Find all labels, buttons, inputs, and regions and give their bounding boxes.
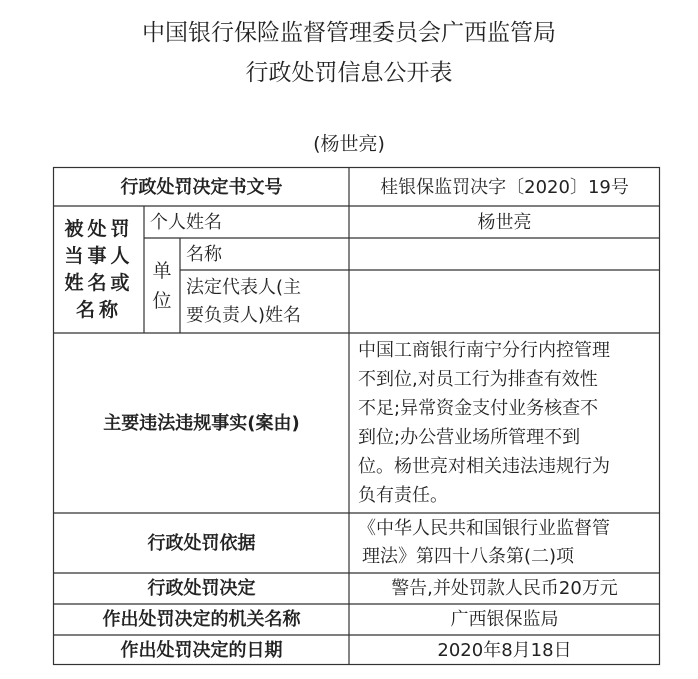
decision-label: 行政处罚决定 bbox=[147, 578, 256, 599]
facts-line: 到位;办公营业场所管理不到 bbox=[358, 427, 581, 448]
unit-name-value bbox=[349, 238, 660, 270]
legal-rep-label bbox=[180, 270, 349, 333]
authority-label: 作出处罚决定的机关名称 bbox=[102, 609, 301, 630]
party-label-line: 名称 bbox=[75, 298, 122, 321]
doc-number-label: 行政处罚决定书文号 bbox=[120, 176, 283, 198]
party-label bbox=[54, 206, 144, 333]
date-label: 作出处罚决定的日期 bbox=[120, 639, 283, 661]
authority-value: 广西银保监局 bbox=[450, 609, 559, 630]
facts-label: 主要违法违规事实(案由) bbox=[103, 412, 300, 434]
party-label-line: 姓名或 bbox=[64, 271, 134, 294]
facts-line: 不足;异常资金支付业务核查不 bbox=[358, 398, 599, 419]
basis-label: 行政处罚依据 bbox=[147, 532, 256, 554]
doc-number-value: 桂银保监罚决字〔2020〕19号 bbox=[380, 176, 629, 198]
facts-line: 不到位,对员工行为排查有效性 bbox=[358, 369, 598, 390]
legal-rep-label-line: 要负责人)姓名 bbox=[186, 304, 302, 326]
facts-line: 中国工商银行南宁分行内控管理 bbox=[358, 340, 610, 361]
facts-value bbox=[349, 333, 660, 513]
page-title: 中国银行保险监督管理委员会广西监管局 bbox=[142, 20, 556, 46]
basis-line: 《中华人民共和国银行业监督管 bbox=[358, 518, 610, 539]
unit-label bbox=[144, 238, 180, 333]
party-name-caption: (杨世亮) bbox=[313, 133, 385, 155]
date-value: 2020年8月18日 bbox=[437, 639, 572, 661]
basis-value bbox=[349, 513, 660, 573]
person-name-label: 个人姓名 bbox=[150, 211, 222, 233]
unit-label-line: 单 bbox=[152, 259, 172, 282]
unit-label-line: 位 bbox=[152, 289, 172, 312]
facts-line: 负有责任。 bbox=[358, 485, 448, 506]
basis-line: 理法》第四十八条第(二)项 bbox=[362, 546, 575, 567]
facts-line: 位。杨世亮对相关违法违规行为 bbox=[358, 456, 610, 477]
party-label-line: 当事人 bbox=[64, 244, 134, 267]
person-name-value: 杨世亮 bbox=[477, 211, 532, 233]
party-label-line: 被处罚 bbox=[64, 217, 134, 240]
legal-rep-value bbox=[349, 270, 660, 333]
page-subtitle: 行政处罚信息公开表 bbox=[245, 60, 453, 86]
legal-rep-label-line: 法定代表人(主 bbox=[186, 276, 302, 298]
decision-value: 警告,并处罚款人民币20万元 bbox=[391, 578, 618, 599]
unit-name-label: 名称 bbox=[186, 243, 222, 265]
